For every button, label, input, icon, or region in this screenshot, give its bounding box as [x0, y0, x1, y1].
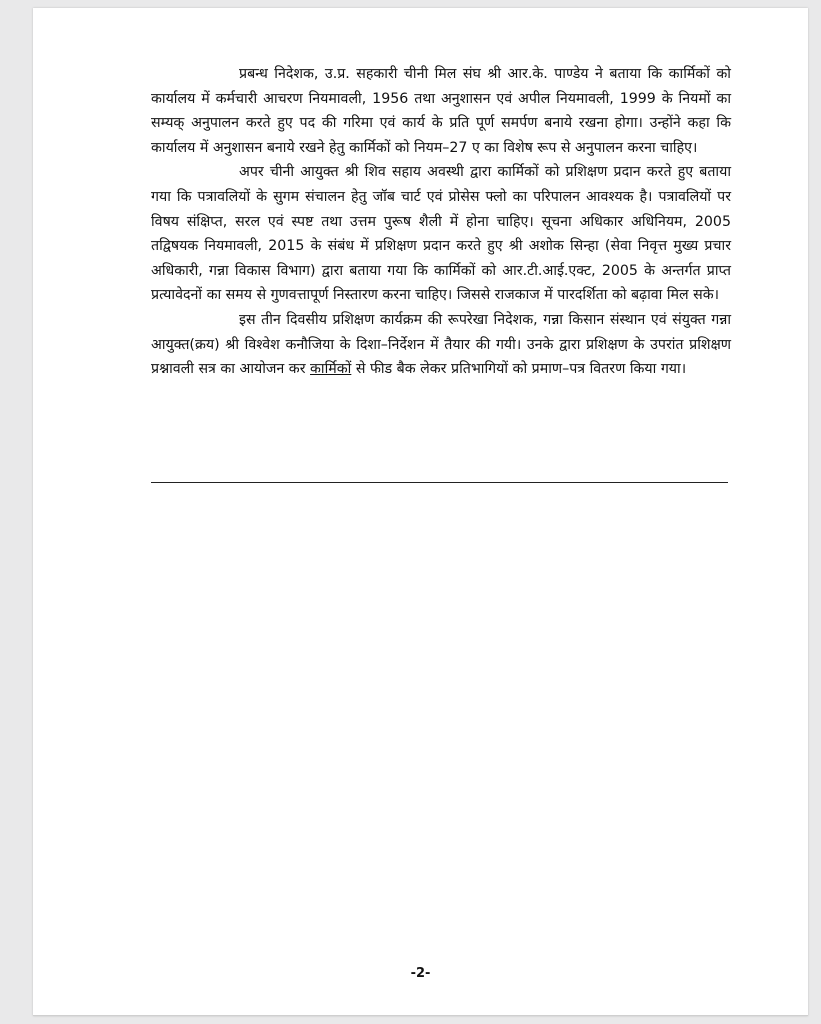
underlined-word: कार्मिकों [310, 361, 352, 378]
page-number: -2- [410, 966, 431, 981]
paragraph-text-after: से फीड बैक लेकर प्रतिभागियों को प्रमाण–पत्र वितरण किया गया। [355, 361, 687, 378]
document-body [151, 62, 731, 382]
horizontal-rule [151, 482, 728, 483]
page-bottom-edge [33, 1015, 808, 1016]
document-page [33, 8, 808, 1016]
paragraph-md-statement: प्रबन्ध निदेशक, उ.प्र. सहकारी चीनी मिल संघ श्री आर.के. पाण्डेय ने बताया कि कार्मिकों को कार्यालय में कर्मचारी आचरण नियमावली, 1956 तथा अनुशासन एवं अपील नियमावली, 1999 के नियमों का सम्यक् अनुपालन करते हुए पद की गरिमा एवं कार्य के प्रति पूर्ण समर्पण बनाये रखना होगा। उन्होंने कहा कि कार्यालय में अनुशासन बनाये रखने हेतु कार्मिकों को नियम–27 ए का विशेष रूप से अनुपालन करना चाहिए। [151, 66, 731, 156]
paragraph-program-summary [151, 308, 731, 382]
paragraph-training-details: अपर चीनी आयुक्त श्री शिव सहाय अवस्थी द्वारा कार्मिकों को प्रशिक्षण प्रदान करते हुए बताया गया कि पत्रावलियों के सुगम संचालन हेतु जॉब चार्ट एवं प्रोसेस फ्लो का परिपालन आवश्यक है। पत्रावलियों पर विषय संक्षिप्त, सरल एवं स्पष्ट तथा उत्तम पुरूष शैली में होना चाहिए। सूचना अधिकार अधिनियम, 2005 तद्विषयक नियमावली, 2015 के संबंध में प्रशिक्षण प्रदान करते हुए श्री अशोक सिन्हा (सेवा निवृत्त मुख्य प्रचार अधिकारी, गन्ना विकास विभाग) द्वारा बताया गया कि कार्मिकों को आर.टी.आई.एक्ट, 2005 के अन्तर्गत प्राप्त प्रत्यावेदनों का समय से गुणवत्तापूर्ण निस्तारण करना चाहिए। जिससे राजकाज में पारदर्शिता को बढ़ावा मिल सके। [151, 164, 731, 304]
paragraph-text-before: इस तीन दिवसीय प्रशिक्षण कार्यक्रम की रूपरेखा निदेशक, गन्ना किसान संस्थान एवं संयुक्त गन्ना आयुक्त(क्रय) श्री विश्वेश कनौजिया के दिशा–निर्देशन में तैयार की गयी। उनके द्वारा प्रशिक्षण के उपरांत प्रशिक्षण प्रश्नावली सत्र का आयोजन कर [151, 311, 731, 378]
